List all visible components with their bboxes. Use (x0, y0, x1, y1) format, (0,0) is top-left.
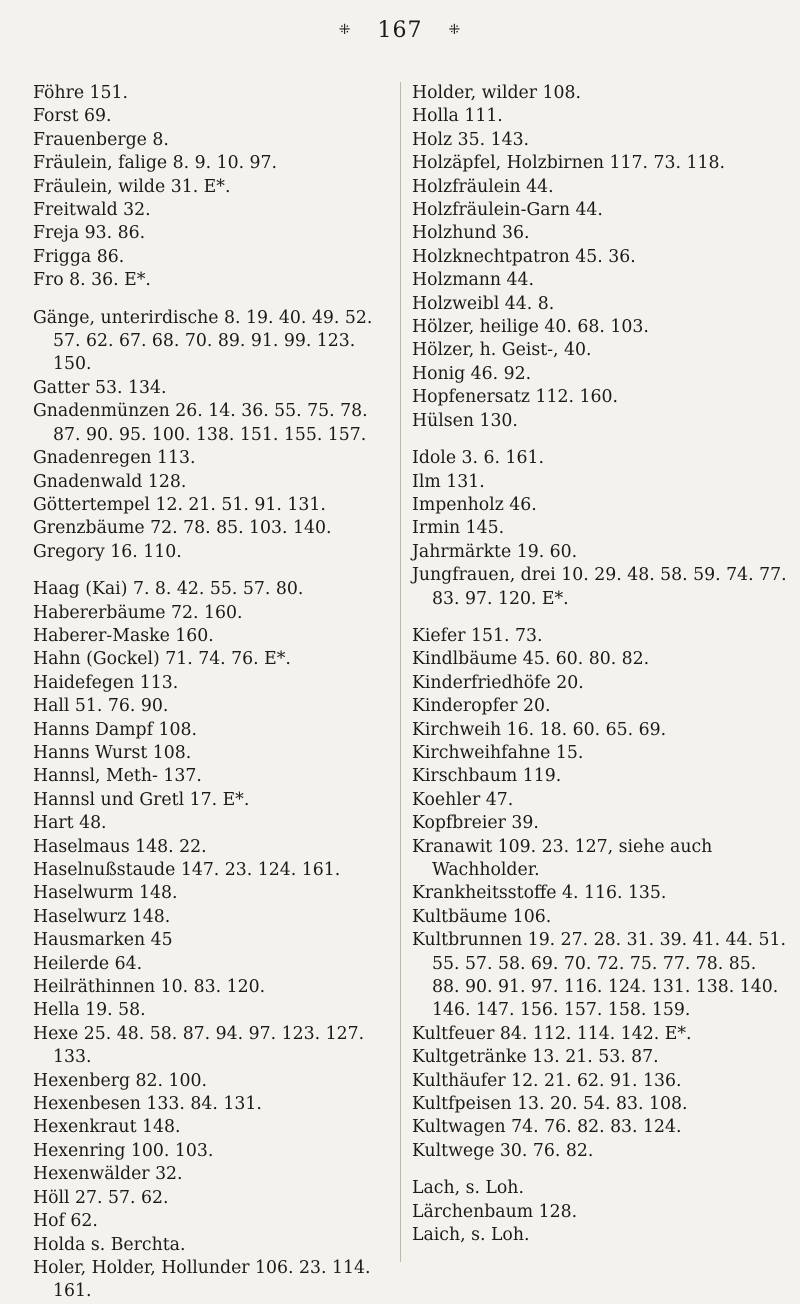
index-entry: Jungfrauen, drei 10. 29. 48. 58. 59. 74. 77. 83. 97. 120. E*. (412, 565, 787, 609)
index-entry: Ilm 131. (412, 471, 485, 492)
index-entry: Holzweibl 44. 8. (412, 293, 555, 314)
index-column-right (412, 82, 787, 1248)
index-entry: Honig 46. 92. (412, 363, 532, 384)
index-entry: Kopfbreier 39. (412, 813, 539, 834)
index-entry: Hof 62. (33, 1211, 98, 1232)
index-entry: Hausmarken 45 (33, 930, 173, 951)
index-entry: Gnadenwald 128. (33, 471, 187, 492)
index-entry: Holz 35. 143. (412, 129, 530, 150)
index-entry: Holda s. Berchta. (33, 1234, 186, 1255)
index-entry: Holder, wilder 108. (412, 83, 582, 103)
index-entry: Hexenbesen 133. 84. 131. (33, 1094, 262, 1115)
index-entry: Fräulein, falige 8. 9. 10. 97. (33, 153, 278, 174)
index-entry: Gregory 16. 110. (33, 541, 182, 562)
index-entry: Hexenkraut 148. (33, 1117, 181, 1138)
page-header (0, 18, 800, 43)
index-entry: Gatter 53. 134. (33, 377, 167, 398)
index-entry: Kinderfriedhöfe 20. (412, 672, 584, 693)
index-entry: Haselwurz 148. (33, 906, 171, 927)
index-entry: Göttertempel 12. 21. 51. 91. 131. (33, 494, 326, 515)
index-entry: Krankheitsstoffe 4. 116. 135. (412, 883, 667, 904)
index-entry: Laich, s. Loh. (412, 1225, 530, 1246)
index-entry: Freitwald 32. (33, 200, 151, 221)
index-column-left (33, 82, 378, 1304)
index-entry: Heilräthinnen 10. 83. 120. (33, 977, 266, 998)
index-entry: Kiefer 151. 73. (412, 625, 543, 646)
index-entry: Forst 69. (33, 106, 112, 127)
section-gap (33, 564, 378, 578)
index-entry: Hopfenersatz 112. 160. (412, 387, 618, 408)
index-entry: Hannsl, Meth- 137. (33, 766, 202, 787)
index-entry: Kultbäume 106. (412, 906, 552, 927)
index-entry: Heilerde 64. (33, 953, 143, 974)
index-entry: Gnadenregen 113. (33, 448, 196, 469)
index-entry: Kirchweihfahne 15. (412, 742, 584, 763)
index-entry: Hexenwälder 32. (33, 1164, 183, 1185)
index-entry: Holla 111. (412, 106, 503, 127)
index-entry: Holzäpfel, Holzbirnen 117. 73. 118. (412, 153, 725, 174)
index-entry: Kranawit 109. 23. 127, siehe auch Wachholder. (412, 836, 713, 880)
index-entry: Höll 27. 57. 62. (33, 1187, 169, 1208)
section-gap (412, 433, 787, 447)
index-entry: Habererbäume 72. 160. (33, 602, 243, 623)
page-number: 167 (377, 18, 423, 43)
index-entry: Kultfeuer 84. 112. 114. 142. E*. (412, 1023, 692, 1044)
index-entry: Haberer-Maske 160. (33, 625, 214, 646)
index-entry: Kultwege 30. 76. 82. (412, 1140, 594, 1161)
index-entry: Hexenberg 82. 100. (33, 1070, 207, 1091)
index-entry: Hanns Dampf 108. (33, 719, 197, 740)
index-entry: Gänge, unterirdische 8. 19. 40. 49. 52. 57. 62. 67. 68. 70. 89. 91. 99. 123. 150. (33, 307, 373, 375)
index-entry: Hölzer, heilige 40. 68. 103. (412, 317, 649, 338)
index-entry: Hölzer, h. Geist-, 40. (412, 340, 592, 361)
index-entry: Kultfpeisen 13. 20. 54. 83. 108. (412, 1094, 688, 1115)
index-entry: Hexenring 100. 103. (33, 1140, 214, 1161)
index-entry: Jahrmärkte 19. 60. (412, 541, 578, 562)
index-entry: Föhre 151. (33, 83, 129, 103)
index-entry: Hannsl und Gretl 17. E*. (33, 789, 250, 810)
index-entry: Haidefegen 113. (33, 672, 179, 693)
index-entry: Hall 51. 76. 90. (33, 696, 169, 717)
index-entry: Holzfräulein-Garn 44. (412, 200, 603, 221)
right-ornament: ⁜ (448, 22, 462, 38)
index-entry: Haselwurm 148. (33, 883, 178, 904)
index-entry: Haselnußstaude 147. 23. 124. 161. (33, 860, 341, 880)
index-entry: Hella 19. 58. (33, 1000, 146, 1021)
index-entry: Lach, s. Loh. (412, 1178, 524, 1199)
index-entry: Fräulein, wilde 31. E*. (33, 176, 231, 197)
index-entry: Kirchweih 16. 18. 60. 65. 69. (412, 719, 667, 740)
index-entry: Impenholz 46. (412, 494, 537, 515)
section-gap (412, 1163, 787, 1177)
index-entry: Kinderopfer 20. (412, 696, 551, 717)
index-entry: Freja 93. 86. (33, 223, 146, 244)
index-entry: Hülsen 130. (412, 410, 518, 431)
index-entry: Frigga 86. (33, 246, 125, 267)
index-entry: Hexe 25. 48. 58. 87. 94. 97. 123. 127. 133. (33, 1023, 365, 1068)
index-entry: Hart 48. (33, 813, 107, 834)
index-entry: Frauenberge 8. (33, 129, 169, 150)
index-entry: Hahn (Gockel) 71. 74. 76. E*. (33, 649, 291, 670)
index-entry: Haselmaus 148. 22. (33, 836, 207, 857)
index-entry: Holer, Holder, Hollunder 106. 23. 114. 161. (33, 1257, 371, 1302)
left-ornament: ⁜ (338, 22, 352, 38)
index-entry: Holzfräulein 44. (412, 176, 554, 197)
index-entry: Koehler 47. (412, 789, 514, 810)
column-divider (400, 82, 401, 1262)
index-entry: Kulthäufer 12. 21. 62. 91. 136. (412, 1070, 682, 1091)
index-entry: Fro 8. 36. E*. (33, 270, 151, 291)
index-entry: Lärchenbaum 128. (412, 1201, 578, 1222)
index-entry: Idole 3. 6. 161. (412, 448, 544, 469)
section-gap (33, 293, 378, 307)
index-entry: Holzmann 44. (412, 270, 535, 291)
index-entry: Hanns Wurst 108. (33, 742, 192, 763)
index-entry: Kultbrunnen 19. 27. 28. 31. 39. 41. 44. 51. 55. 57. 58. 69. 70. 72. 75. 77. 78. 85. 88. 90. 91. 97. 116. 124. 131. 138. 140. 146. 147. 156. 157. 158. 159. (412, 930, 787, 1021)
index-entry: Gnadenmünzen 26. 14. 36. 55. 75. 78. 87. 90. 95. 100. 138. 151. 155. 157. (33, 401, 368, 445)
index-entry: Kirschbaum 119. (412, 766, 562, 787)
index-entry: Kultgetränke 13. 21. 53. 87. (412, 1047, 659, 1068)
index-entry: Holzhund 36. (412, 223, 530, 244)
index-entry: Kindlbäume 45. 60. 80. 82. (412, 649, 650, 670)
index-entry: Irmin 145. (412, 518, 505, 539)
index-entry: Grenzbäume 72. 78. 85. 103. 140. (33, 518, 332, 539)
index-entry: Kultwagen 74. 76. 82. 83. 124. (412, 1117, 682, 1138)
section-gap (412, 611, 787, 625)
index-entry: Haag (Kai) 7. 8. 42. 55. 57. 80. (33, 579, 304, 600)
index-entry: Holzknechtpatron 45. 36. (412, 246, 636, 267)
